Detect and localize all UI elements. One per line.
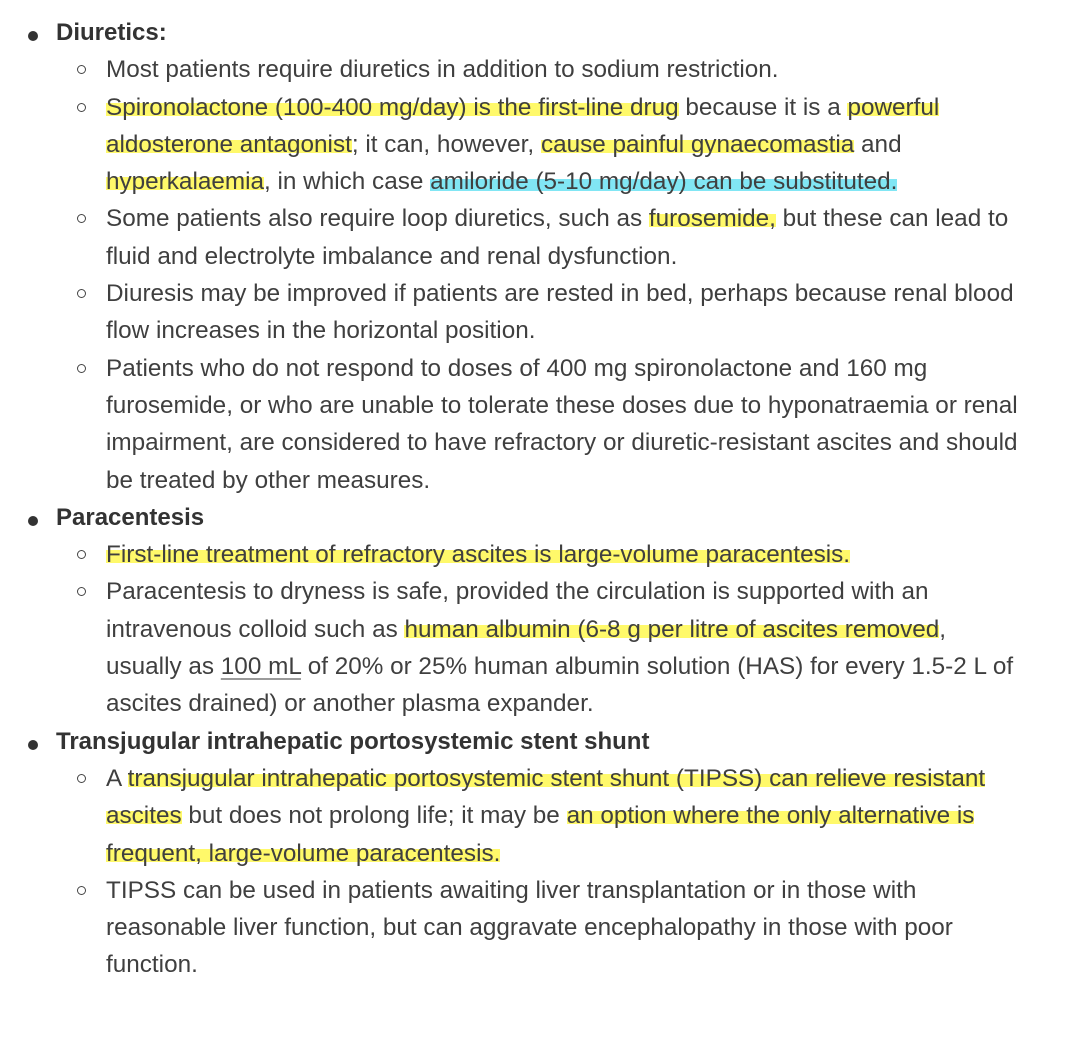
bullet-circle-icon — [77, 214, 86, 223]
list-item — [56, 872, 1026, 984]
section-1 — [22, 499, 1026, 723]
text-segment: TIPSS can be used in patients awaiting liver transplantation or in those with reasonable liver function, but can aggravate encephalopathy in those with poor function. — [106, 876, 953, 979]
list-item — [56, 51, 1026, 88]
bullet-circle-icon — [77, 886, 86, 895]
text-segment: A — [106, 764, 128, 792]
section-0 — [22, 14, 1026, 499]
highlight-yellow: human albumin (6-8 g per litre of ascites removed — [404, 615, 940, 643]
sub-list — [56, 51, 1026, 499]
bullet-circle-icon — [77, 550, 86, 559]
section-heading: Diuretics: — [56, 19, 167, 46]
bullet-circle-icon — [77, 587, 86, 596]
text-segment: of 20% or 25% human albumin solution (HAS) for every 1.5-2 L of ascites drained) or another plasma expander. — [106, 653, 1014, 718]
text-segment: , in which case — [264, 168, 431, 196]
list-item — [56, 760, 1026, 872]
bullet-disc-icon — [28, 516, 38, 526]
text-segment: Some patients also require loop diuretics, such as — [106, 205, 649, 233]
text-segment: Most patients require diuretics in addition to sodium restriction. — [106, 56, 779, 84]
highlight-yellow: First-line treatment of refractory ascites is large-volume paracentesis. — [106, 541, 851, 569]
highlight-yellow: Spironolactone (100-400 mg/day) is the first-line drug — [106, 93, 679, 121]
text-segment: but these can lead to fluid and electrolyte imbalance and renal dysfunction. — [106, 205, 1009, 270]
bullet-circle-icon — [77, 774, 86, 783]
bullet-circle-icon — [77, 103, 86, 112]
text-segment: ; it can, however, — [351, 130, 541, 158]
highlight-yellow: transjugular intrahepatic portosystemic stent shunt (TIPSS) can relieve resistant ascites — [106, 764, 986, 830]
section-heading: Paracentesis — [56, 503, 205, 531]
highlight-yellow: cause painful gynaecomastia — [540, 130, 855, 158]
highlight-yellow: furosemide, — [648, 205, 776, 233]
underlined-text: 100 mL — [220, 653, 301, 681]
list-item — [56, 536, 1026, 573]
sub-list — [56, 536, 1026, 722]
list-item — [56, 573, 1026, 722]
list-item — [56, 350, 1026, 499]
bullet-circle-icon — [77, 289, 86, 298]
text-segment: Paracentesis to dryness is safe, provided the circulation is supported with an intravenous colloid such as — [106, 578, 929, 643]
text-segment: but does not prolong life; it may be — [181, 802, 567, 830]
text-segment: Diuresis may be improved if patients are rested in bed, perhaps because renal blood flow increases in the horizontal position. — [106, 280, 1014, 345]
section-heading: Transjugular intrahepatic portosystemic stent shunt — [56, 727, 650, 755]
highlight-yellow: hyperkalaemia — [106, 168, 265, 196]
highlight-cyan: amiloride (5-10 mg/day) can be substituted. — [430, 168, 898, 196]
bullet-disc-icon — [28, 31, 38, 41]
list-item — [56, 89, 1026, 201]
bullet-circle-icon — [77, 364, 86, 373]
text-segment: because it is a — [678, 93, 848, 121]
list-item — [56, 275, 1026, 350]
section-list — [22, 14, 1026, 984]
list-item — [56, 200, 1026, 275]
section-2 — [22, 723, 1026, 984]
bullet-disc-icon — [28, 740, 38, 750]
text-segment: Patients who do not respond to doses of 400 mg spironolactone and 160 mg furosemide, or who are unable to tolerate these doses due to hyponatraemia or renal impairment, are considered to have refractory or diuretic-resistant ascites and should be treated by other measures. — [106, 354, 1018, 494]
bullet-circle-icon — [77, 65, 86, 74]
highlight-yellow: an option where the only alternative is frequent, large-volume paracentesis. — [106, 802, 975, 867]
sub-list — [56, 760, 1026, 984]
highlight-yellow: powerful aldosterone antagonist — [106, 93, 940, 158]
text-segment: , usually as — [106, 615, 947, 681]
text-segment: and — [854, 130, 902, 158]
